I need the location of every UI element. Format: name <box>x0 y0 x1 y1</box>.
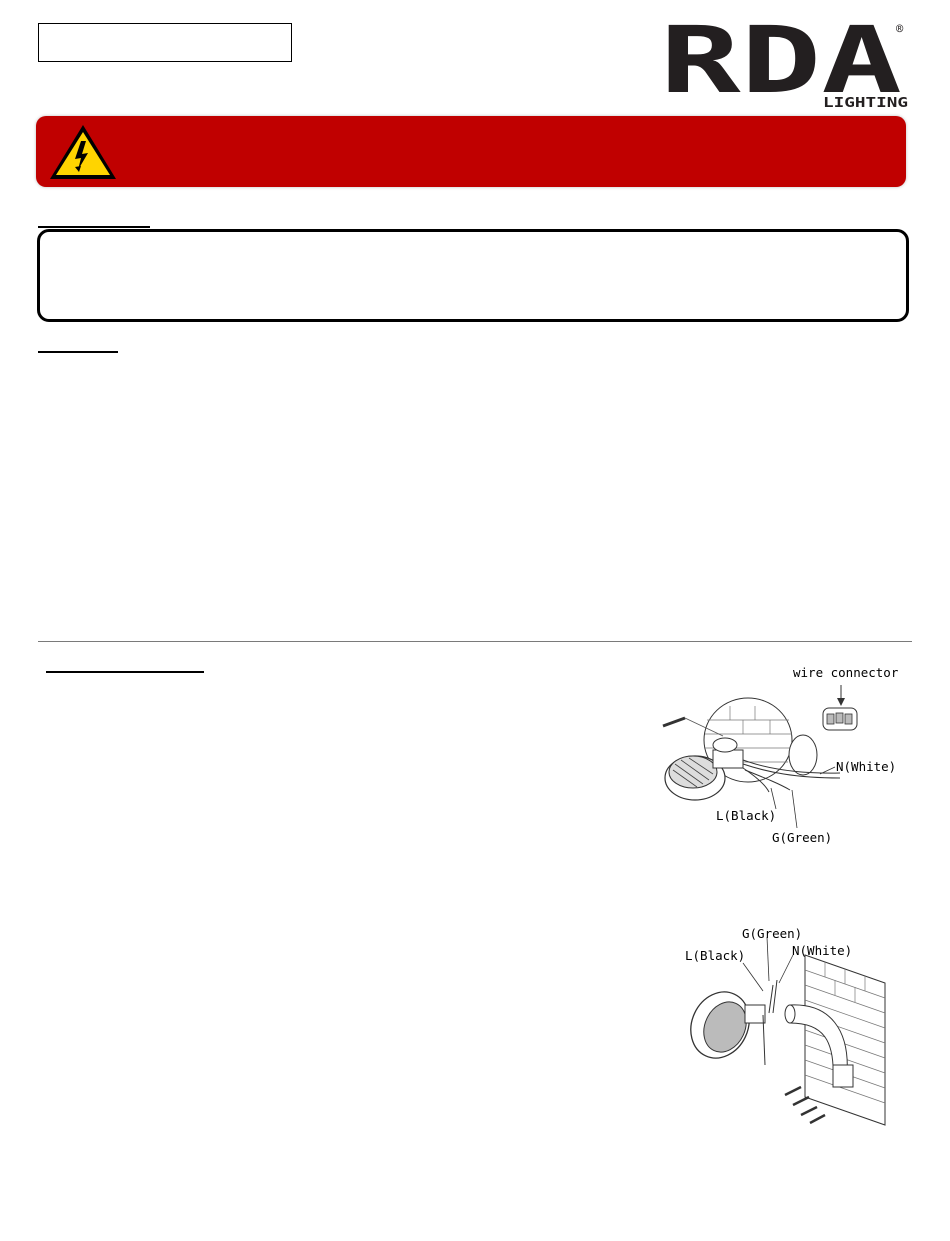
wire-connector-illustration <box>823 685 857 730</box>
logo-subtitle: LIGHTING <box>823 96 909 110</box>
notice-box <box>37 229 909 322</box>
high-voltage-warning-icon <box>48 123 118 181</box>
mounting-screw-illustration <box>663 718 723 736</box>
section-heading-underline <box>38 351 118 353</box>
light-fixture-illustration <box>665 735 817 800</box>
installation-diagram-figure <box>665 925 905 1130</box>
wire-connector-label: wire connector <box>793 665 899 680</box>
logo-wordmark: RDA <box>660 20 902 110</box>
light-fixture-illustration <box>680 982 765 1067</box>
logo-registered-mark: ® <box>896 22 904 36</box>
section-heading-underline <box>46 671 204 673</box>
ground-green-label: G(Green) <box>772 830 833 845</box>
neutral-white-label: N(White) <box>836 759 897 774</box>
model-number-box <box>38 23 292 62</box>
ground-green-label: G(Green) <box>742 926 803 941</box>
line-black-label: L(Black) <box>716 808 777 823</box>
line-black-label: L(Black) <box>685 948 746 963</box>
warning-banner <box>36 116 906 187</box>
neutral-white-label: N(White) <box>792 943 853 958</box>
section-divider <box>38 641 912 642</box>
rda-lighting-logo <box>660 20 912 110</box>
wall-brick-illustration <box>805 955 885 1125</box>
section-heading-underline <box>38 226 150 228</box>
wire-leads <box>743 937 793 1065</box>
wiring-diagram-figure <box>655 660 915 855</box>
